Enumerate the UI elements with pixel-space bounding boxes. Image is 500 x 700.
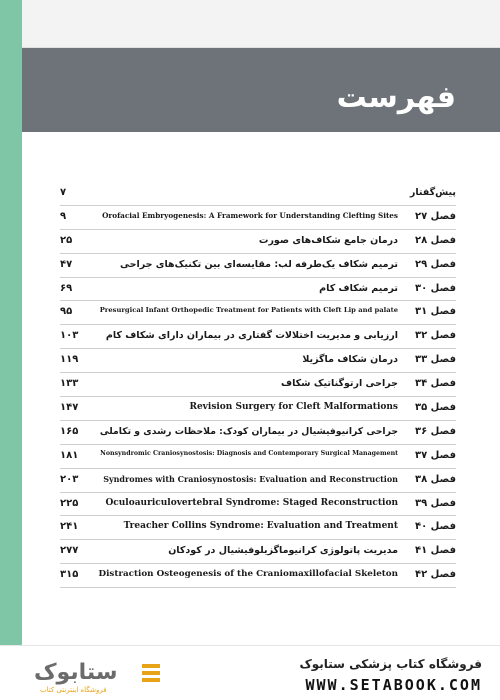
toc-title: Revision Surgery for Cleft Malformations bbox=[189, 402, 398, 413]
toc-page-number: ۲۷۷ bbox=[60, 545, 79, 557]
toc-chapter-number: فصل ۲۸ bbox=[414, 234, 456, 246]
toc-chapter-number: فصل ۳۲ bbox=[414, 330, 456, 342]
toc-page-number: ۹۵ bbox=[60, 306, 73, 318]
toc-row[interactable] bbox=[60, 206, 456, 230]
toc-row[interactable] bbox=[60, 325, 456, 349]
toc-chapter-number: فصل ۳۳ bbox=[414, 354, 456, 366]
toc-row[interactable] bbox=[60, 493, 456, 517]
toc-title: Orofacial Embryogenesis: A Framework for Understanding Clefting Sites bbox=[102, 210, 398, 220]
toc-chapter-number: فصل ۳۰ bbox=[414, 282, 456, 294]
toc-chapter-number: فصل ۴۲ bbox=[414, 569, 456, 581]
toc-row-intro[interactable] bbox=[60, 182, 456, 206]
toc-row[interactable] bbox=[60, 254, 456, 278]
toc-page-number: ۳۱۵ bbox=[60, 569, 79, 581]
toc-row[interactable] bbox=[60, 373, 456, 397]
toc-page-number: ۱۸۱ bbox=[60, 449, 79, 461]
toc-row[interactable] bbox=[60, 230, 456, 254]
toc-row[interactable] bbox=[60, 421, 456, 445]
toc-row[interactable] bbox=[60, 301, 456, 325]
toc-page-number: ۱۰۳ bbox=[60, 330, 79, 342]
toc-title: ترمیم شکاف یک‌طرفه لب: مقایسه‌ای بین تکنیک‌های جراحی bbox=[119, 258, 398, 270]
toc-title: درمان جامع شکاف‌های صورت bbox=[258, 234, 398, 246]
page-title: فهرست bbox=[336, 80, 456, 115]
toc-row[interactable] bbox=[60, 278, 456, 302]
toc-chapter-number: فصل ۲۹ bbox=[414, 258, 456, 270]
toc-row[interactable] bbox=[60, 540, 456, 564]
toc-chapter-number: فصل ۳۷ bbox=[414, 449, 456, 461]
toc-row[interactable] bbox=[60, 564, 456, 588]
toc-title: Nonsyndromic Craniosynostosis: Diagnosis and Contemporary Surgical Management bbox=[100, 449, 398, 457]
toc-page-number: ۱۱۹ bbox=[60, 354, 79, 366]
toc-title: Treacher Collins Syndrome: Evaluation and Treatment bbox=[123, 521, 398, 532]
toc-page-number: ۱۶۵ bbox=[60, 425, 79, 437]
toc-chapter-number: فصل ۳۶ bbox=[414, 425, 456, 437]
top-panel bbox=[22, 0, 500, 48]
toc-page-number: ۲۲۵ bbox=[60, 497, 79, 509]
toc-title: Oculoauriculovertebral Syndrome: Staged Reconstruction bbox=[105, 497, 398, 508]
toc-chapter-number: فصل ۴۱ bbox=[414, 545, 456, 557]
toc-title: پیش‌گفتار bbox=[409, 187, 456, 198]
toc-title: جراحی ارتوگناتیک شکاف bbox=[281, 378, 398, 390]
toc-page-number: ۶۹ bbox=[60, 282, 73, 294]
toc-row[interactable] bbox=[60, 469, 456, 493]
toc-page-number: ۲۵ bbox=[60, 234, 73, 246]
toc-row[interactable] bbox=[60, 516, 456, 540]
toc-chapter-number: فصل ۲۷ bbox=[414, 210, 456, 222]
toc-chapter-number: فصل ۳۵ bbox=[414, 402, 456, 414]
toc-row[interactable] bbox=[60, 349, 456, 373]
book-stack-icon bbox=[140, 660, 162, 688]
toc-page-number: ۱۳۳ bbox=[60, 378, 79, 390]
toc-page-number: ۲۰۳ bbox=[60, 473, 79, 485]
toc-page-number: ۴۷ bbox=[60, 258, 73, 270]
toc-row[interactable] bbox=[60, 397, 456, 421]
toc-title: Presurgical Infant Orthopedic Treatment for Patients with Cleft Lip and palate bbox=[99, 306, 398, 315]
toc-page-number: ۱۴۷ bbox=[60, 402, 79, 414]
table-of-contents bbox=[60, 182, 456, 588]
toc-title: مدیریت پاتولوژی کرانیوماگزیلوفیشیال در کودکان bbox=[168, 545, 398, 557]
store-website[interactable]: WWW.SETABOOK.COM bbox=[305, 676, 482, 694]
logo-tagline: فروشگاه اینترنتی کتاب bbox=[40, 686, 107, 694]
toc-chapter-number: فصل ۳۹ bbox=[414, 497, 456, 509]
toc-title: Distraction Osteogenesis of the Craniomaxillofacial Skeleton bbox=[98, 569, 398, 580]
toc-title: ارزیابی و مدیریت اختلالات گفتاری در بیماران دارای شکاف کام bbox=[105, 330, 398, 342]
footer-banner bbox=[0, 645, 500, 700]
toc-chapter-number: فصل ۳۸ bbox=[414, 473, 456, 485]
toc-page-number: ۹ bbox=[60, 210, 67, 222]
store-name: فروشگاه کتاب پزشکی ستابوک bbox=[299, 657, 482, 671]
toc-row[interactable] bbox=[60, 445, 456, 469]
toc-page-number: ۲۴۱ bbox=[60, 521, 79, 533]
toc-title: Syndromes with Craniosynostosis: Evaluation and Reconstruction bbox=[103, 473, 398, 484]
toc-chapter-number: فصل ۳۴ bbox=[414, 378, 456, 390]
left-accent-strip bbox=[0, 0, 22, 645]
toc-chapter-number: فصل ۳۱ bbox=[414, 306, 456, 318]
toc-title: ترمیم شکاف کام bbox=[319, 282, 398, 294]
toc-chapter-number: فصل ۴۰ bbox=[414, 521, 456, 533]
toc-title: درمان شکاف ماگزیلا bbox=[302, 354, 398, 366]
toc-page-number: ۷ bbox=[60, 187, 67, 198]
toc-title: جراحی کرانیوفیشیال در بیماران کودک: ملاحظات رشدی و تکاملی bbox=[99, 425, 398, 437]
logo-wordmark: ستابوک bbox=[34, 660, 118, 685]
setabook-logo[interactable] bbox=[22, 658, 162, 698]
